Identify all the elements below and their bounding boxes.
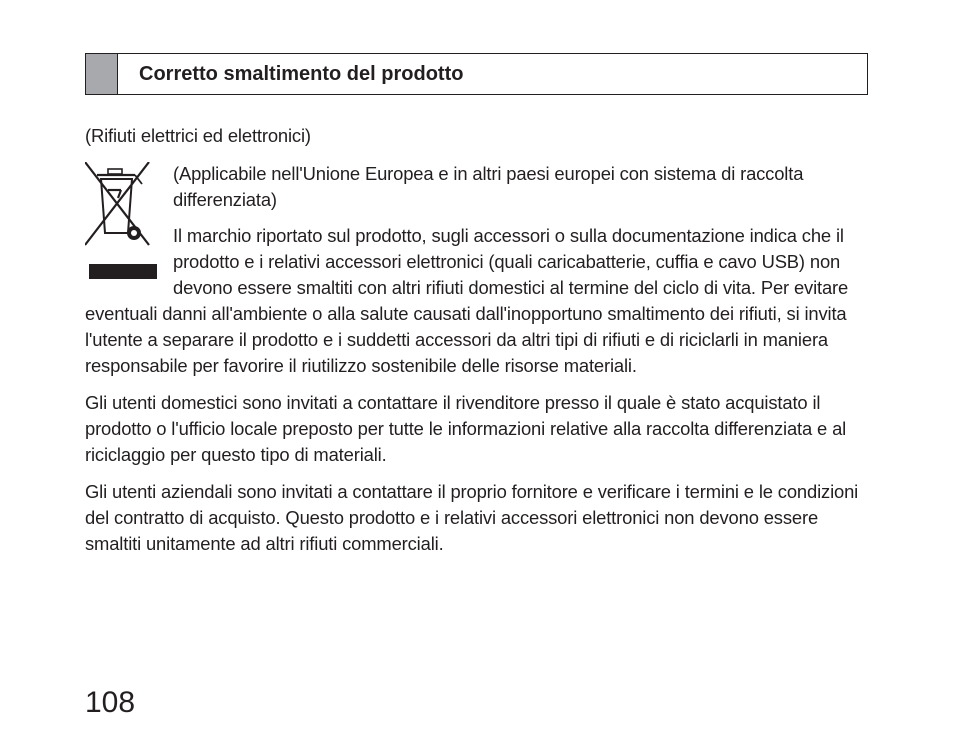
paragraph-business-users: Gli utenti aziendali sono invitati a contattare il proprio fornitore e verificare i termini e le condizioni del contratto di acquisto. Questo prodotto e i relativi accessori elettronici non devono essere smaltiti unitamente ad altri rifiuti commerciali. xyxy=(85,481,859,554)
applicability-note: (Applicabile nell'Unione Europea e in altri paesi europei con sistema di raccolta differenziata) xyxy=(173,163,804,210)
section-subtitle: (Rifiuti elettrici ed elettronici) xyxy=(85,125,311,146)
page-number: 108 xyxy=(85,686,136,719)
section-content xyxy=(85,123,867,557)
weee-underline-bar xyxy=(89,264,157,279)
header-tab-marker xyxy=(86,54,118,94)
section-header xyxy=(85,53,868,95)
section-title: Corretto smaltimento del prodotto xyxy=(139,62,464,85)
paragraph-marking: Il marchio riportato sul prodotto, sugli accessori o sulla documentazione indica che il prodotto e i relativi accessori elettronici (quali caricabatterie, cuffia e cavo USB) non devono essere smaltiti con altri rifiuti domestici al termine del ciclo di vita. Per evitare eventuali danni all'ambiente o alla salute causati dall'inopportuno smaltimento dei rifiuti, si invita l'utente a separare il prodotto e i suddetti accessori da altri tipi di rifiuti e di riciclarli in maniera responsabile per favorire il riutilizzo sostenibile delle risorse materiali. xyxy=(85,225,849,376)
crossed-out-wheelie-bin-icon xyxy=(85,162,173,264)
paragraph-household-users: Gli utenti domestici sono invitati a contattare il rivenditore presso il quale è stato acquistato il prodotto o l'ufficio locale preposto per tutte le informazioni relative alla raccolta differenziata e al riciclaggio per questo tipo di materiali. xyxy=(85,392,847,465)
weee-bin-icon xyxy=(85,162,173,294)
